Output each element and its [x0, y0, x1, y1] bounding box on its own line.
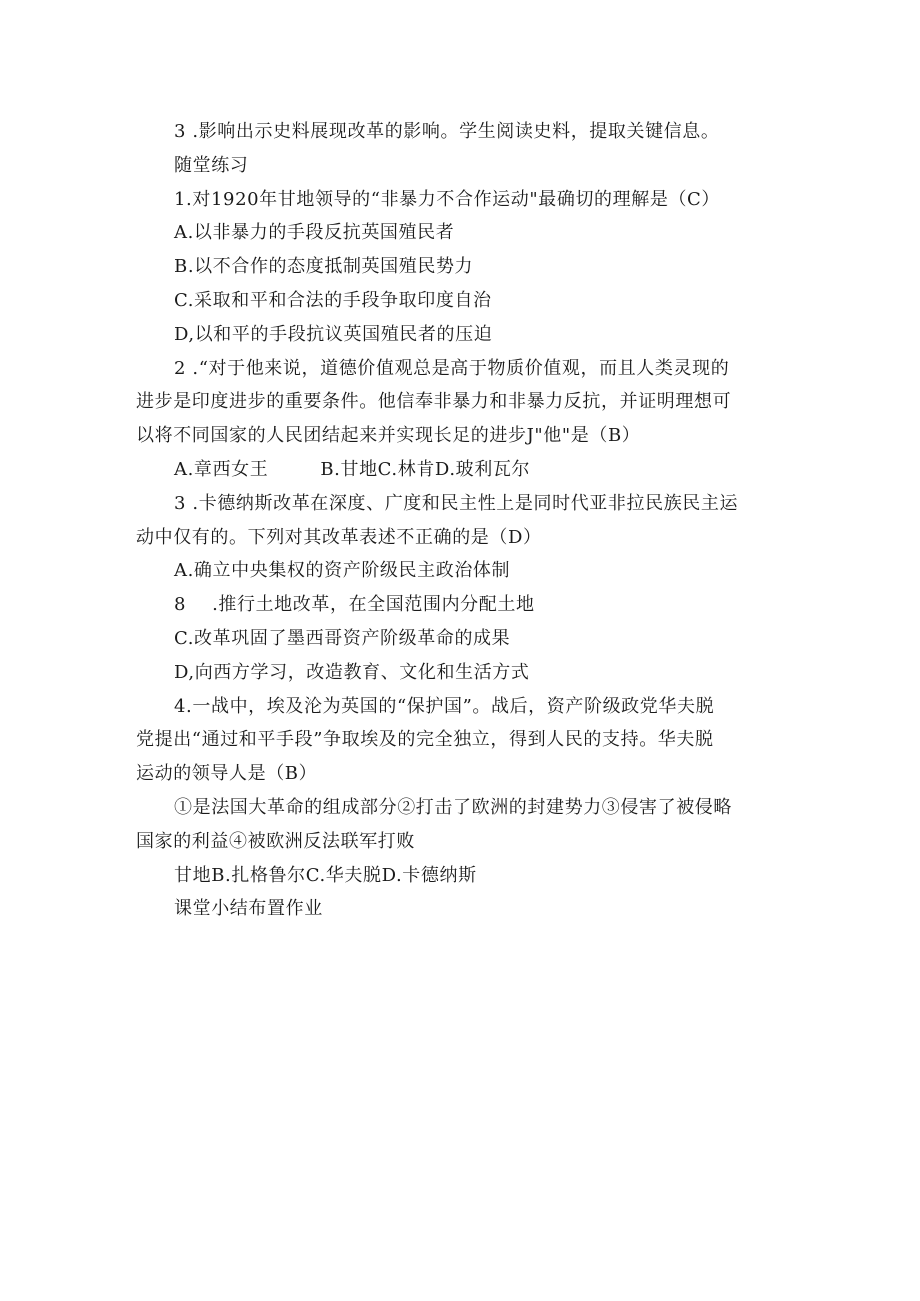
q3-option-b — [136, 588, 786, 622]
q3-option-b-number: 8 — [174, 594, 187, 616]
q4-extra-line2: 国家的利益④被欧洲反法联军打败 — [136, 830, 415, 852]
q2-stem-line3: 以将不同国家的人民团结起来并实现长足的进步J"他"是（B） — [136, 425, 641, 447]
practice-title: 随堂练习 — [174, 154, 249, 176]
lesson-summary: 课堂小结布置作业 — [174, 898, 323, 920]
q3-option-b-text: .推行土地改革，在全国范围内分配土地 — [212, 594, 535, 616]
q4-stem-line2: 党提出“通过和平手段”争取埃及的完全独立，得到人民的支持。华夫脱 — [136, 729, 714, 751]
q2-options — [136, 453, 786, 487]
q3-option-d: D,向西方学习，改造教育、文化和生活方式 — [174, 661, 530, 683]
q2-stem-line2: 进步是印度进步的重要条件。他信奉非暴力和非暴力反抗，并证明理想可 — [136, 391, 732, 413]
q3-option-c: C.改革巩固了墨西哥资产阶级革命的成果 — [174, 627, 511, 649]
q2-stem-line1: 2 .“对于他来说，道德价值观总是高于物质价值观，而且人类灵现的 — [174, 357, 730, 379]
q2-options-rest: B.甘地C.林肯D.玻利瓦尔 — [320, 458, 531, 480]
q4-extra-line1: ①是法国大革命的组成部分②打击了欧洲的封建势力③侵害了被侵略 — [174, 796, 732, 818]
q1-stem: 1.对1920年甘地领导的“非暴力不合作运动"最确切的理解是（C） — [174, 188, 721, 210]
q4-options: 甘地B.扎格鲁尔C.华夫脱D.卡德纳斯 — [174, 864, 477, 886]
q1-option-c: C.采取和平和合法的手段争取印度自治 — [174, 289, 492, 311]
q4-stem-line3: 运动的领导人是（B） — [136, 763, 318, 785]
q3-option-a: A.确立中央集权的资产阶级民主政治体制 — [174, 560, 511, 582]
q2-option-a: A.章西女王 — [174, 458, 269, 480]
section-influence: 3 .影响出示史料展现改革的影响。学生阅读史料，提取关键信息。 — [174, 121, 720, 142]
q1-option-b: B.以不合作的态度抵制英国殖民势力 — [174, 256, 474, 278]
q1-option-a: A.以非暴力的手段反抗英国殖民者 — [174, 222, 455, 244]
q4-stem-line1: 4.一战中，埃及沦为英国的“保护国”。战后，资产阶级政党华夫脱 — [174, 695, 715, 717]
q3-stem-line2: 动中仅有的。下列对其改革表述不正确的是（D） — [136, 526, 542, 548]
document-body — [136, 115, 786, 926]
q1-option-d: D,以和平的手段抗议英国殖民者的压迫 — [174, 323, 493, 345]
q3-stem-line1: 3 .卡德纳斯改革在深度、广度和民主性上是同时代亚非拉民族民主运 — [174, 492, 739, 514]
